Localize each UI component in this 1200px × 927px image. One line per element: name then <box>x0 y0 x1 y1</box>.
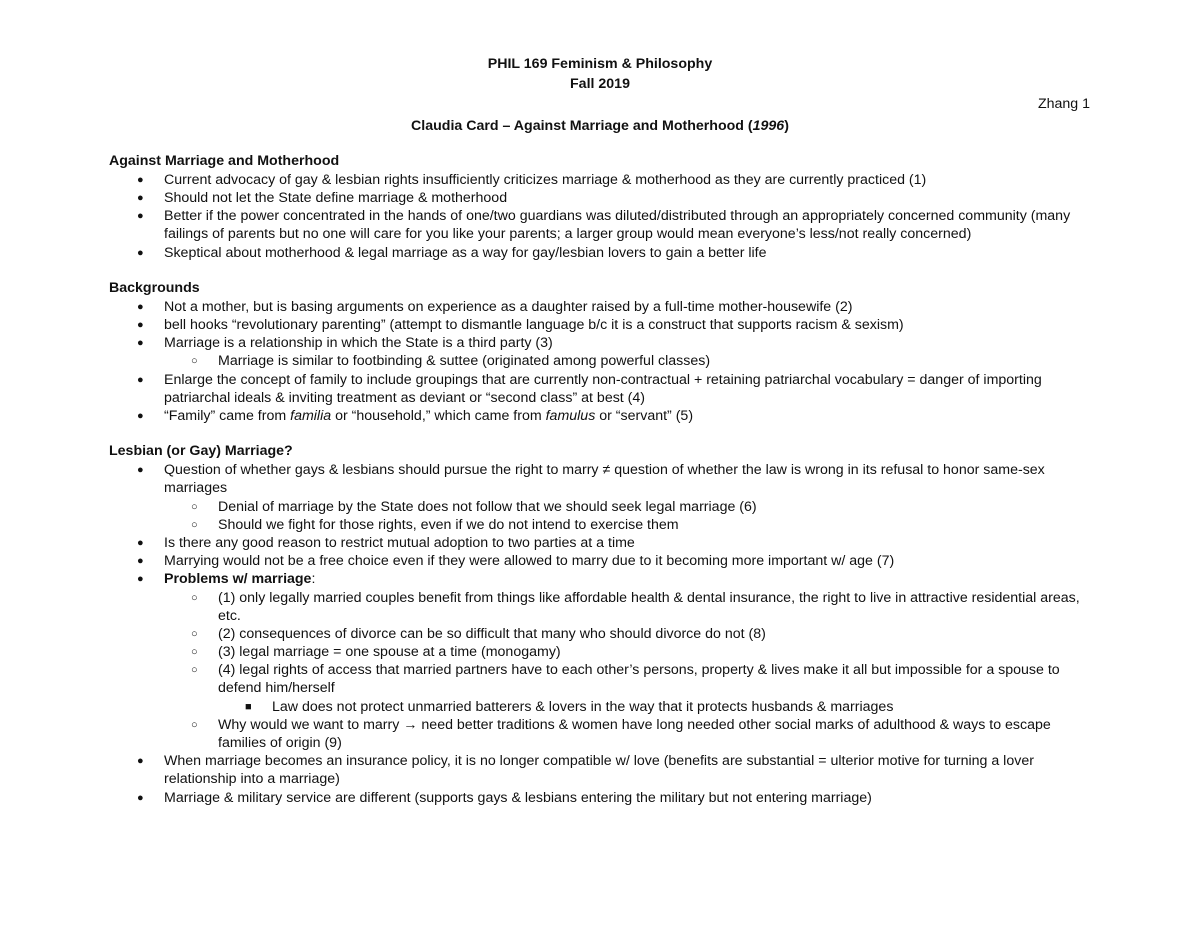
problems-colon: : <box>311 571 316 587</box>
list-item: Is there any good reason to restrict mutual adoption to two parties at a time <box>164 535 635 551</box>
section-heading: Backgrounds <box>109 280 200 296</box>
list-item: Law does not protect unmarried batterers & lovers in the way that it protects husbands & marriages <box>272 699 894 715</box>
bullet-disc: ● <box>137 537 144 549</box>
bullet-disc: ● <box>137 464 144 476</box>
bullet-disc: ● <box>137 410 144 422</box>
document-title <box>0 118 1200 134</box>
title-suffix: ) <box>784 118 789 134</box>
bullet-circle: ○ <box>191 646 198 658</box>
list-item: Current advocacy of gay & lesbian rights insufficiently criticizes marriage & motherhood as they are currently practiced (1) <box>164 172 927 188</box>
bullet-disc: ● <box>137 174 144 186</box>
list-item: Question of whether gays & lesbians should pursue the right to marry ≠ question of whether the law is wrong in its refusal to honor same-sex marriages <box>164 462 1045 497</box>
list-item: Marrying would not be a free choice even if they were allowed to marry due to it becoming more important w/ age (7) <box>164 553 895 569</box>
section-heading: Lesbian (or Gay) Marriage? <box>109 443 293 459</box>
bullet-disc: ● <box>137 755 144 767</box>
list-item-family <box>164 407 1094 425</box>
bullet-disc: ● <box>137 247 144 259</box>
list-item: (1) only legally married couples benefit from things like affordable health & dental insurance, the right to live in attractive residential areas, etc. <box>218 590 1080 625</box>
bullet-circle: ○ <box>191 664 198 676</box>
page-label: Zhang 1 <box>1037 96 1090 112</box>
bullet-circle: ○ <box>191 501 198 513</box>
bullet-disc: ● <box>137 573 144 585</box>
text-run-italic: famulus <box>545 408 596 424</box>
bullet-disc: ● <box>137 374 144 386</box>
list-item: Enlarge the concept of family to include groupings that are currently non-contractual + retaining patriarchal vocabulary = danger of importing patriarchal ideals & inviting treatment as deviant or “second class” at best (4) <box>164 372 1042 407</box>
title-year: 1996 <box>752 118 785 134</box>
list-item: (4) legal rights of access that married partners have to each other’s persons, property & lives make it all but impossible for a spouse to defend him/herself <box>218 662 1060 697</box>
bullet-disc: ● <box>137 319 144 331</box>
course-title: PHIL 169 Feminism & Philosophy <box>487 56 713 72</box>
list-item: Skeptical about motherhood & legal marriage as a way for gay/lesbian lovers to gain a better life <box>164 245 767 261</box>
bullet-circle: ○ <box>191 628 198 640</box>
list-item: Marriage & military service are different (supports gays & lesbians entering the military but not entering marriage) <box>164 790 872 806</box>
problems-heading: Problems w/ marriage <box>164 571 312 587</box>
list-item: (2) consequences of divorce can be so difficult that many who should divorce do not (8) <box>218 626 766 642</box>
bullet-disc: ● <box>137 192 144 204</box>
bullet-disc: ● <box>137 792 144 804</box>
bullet-square: ■ <box>245 701 252 713</box>
bullet-disc: ● <box>137 337 144 349</box>
title-prefix: Claudia Card – Against Marriage and Motherhood ( <box>411 118 753 134</box>
bullet-disc: ● <box>137 301 144 313</box>
list-item: Should we fight for those rights, even if we do not intend to exercise them <box>218 517 679 533</box>
list-item: Not a mother, but is basing arguments on experience as a daughter raised by a full-time mother-housewife (2) <box>164 299 853 315</box>
text-run-italic: familia <box>290 408 332 424</box>
bullet-circle: ○ <box>191 355 198 367</box>
list-item: Marriage is similar to footbinding & suttee (originated among powerful classes) <box>218 353 711 369</box>
section-heading: Against Marriage and Motherhood <box>109 153 340 169</box>
list-item: Denial of marriage by the State does not follow that we should seek legal marriage (6) <box>218 499 757 515</box>
bullet-disc: ● <box>137 555 144 567</box>
text-run: or “servant” (5) <box>595 408 694 424</box>
bullet-circle: ○ <box>191 519 198 531</box>
bullet-disc: ● <box>137 210 144 222</box>
list-item: bell hooks “revolutionary parenting” (attempt to dismantle language b/c it is a construct that supports racism & sexism) <box>164 317 904 333</box>
list-item: Marriage is a relationship in which the State is a third party (3) <box>164 335 553 351</box>
text-run: “Family” came from <box>164 408 291 424</box>
list-item: Why would we want to marry → need better traditions & women have long needed other social marks of adulthood & ways to escape families of origin (9) <box>218 717 1051 752</box>
term: Fall 2019 <box>570 76 630 92</box>
bullet-circle: ○ <box>191 592 198 604</box>
list-item: When marriage becomes an insurance policy, it is no longer compatible w/ love (benefits are substantial = ulterior motive for turning a lover relationship into a marriage) <box>164 753 1034 788</box>
list-item: (3) legal marriage = one spouse at a time (monogamy) <box>218 644 561 660</box>
bullet-circle: ○ <box>191 719 198 731</box>
list-item: Better if the power concentrated in the hands of one/two guardians was diluted/distributed through an appropriately concerned community (many failings of parents but no one will care for you like your parents; a larger group would mean everyone’s less/not really concerned) <box>164 208 1071 243</box>
list-item: Should not let the State define marriage & motherhood <box>164 190 508 206</box>
text-run: or “household,” which came from <box>331 408 546 424</box>
list-item-problems <box>164 570 1094 588</box>
